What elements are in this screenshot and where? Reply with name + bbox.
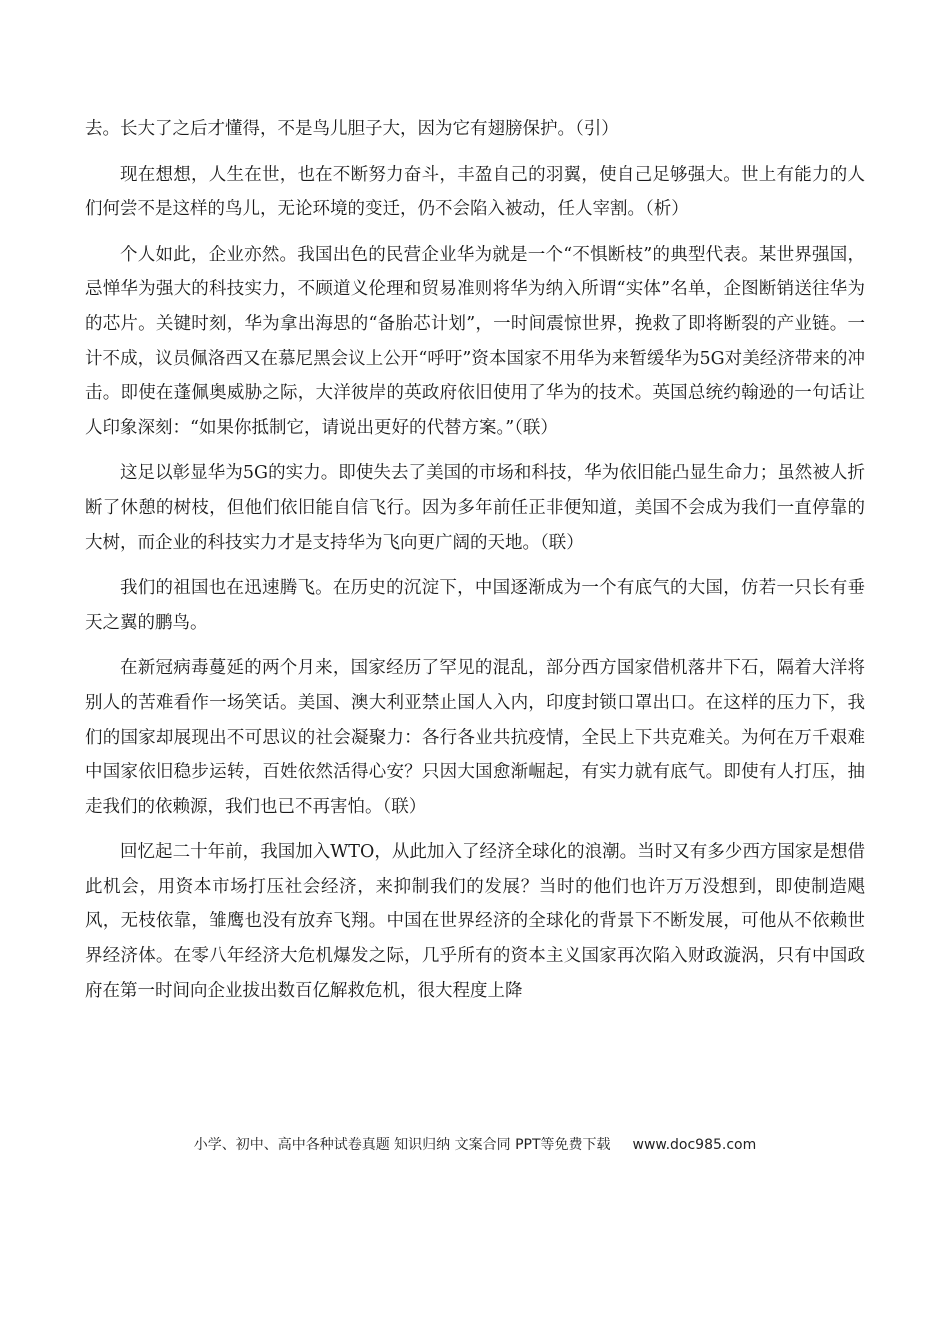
footer-url: www.doc985.com xyxy=(632,1137,757,1153)
footer-text: 小学、初中、高中各种试卷真题 知识归纳 文案合同 PPT等免费下载 xyxy=(193,1137,611,1153)
paragraph-6: 在新冠病毒蔓延的两个月来，国家经历了罕见的混乱，部分西方国家借机落井下石，隔着大洋将别人的苦难看作一场笑话。美国、澳大利亚禁止国人入内，印度封锁口罩出口。在这样的压力下，我们的国家却展现出不可思议的社会凝聚力：各行各业共抗疫情，全民上下共克难关。为何在万千艰难中国家依旧稳步运转，百姓依然活得心安？只因大国愈渐崛起，有实力就有底气。即使有人打压，抽走我们的依赖源，我们也已不再害怕。（联） xyxy=(85,658,865,817)
paragraph-5: 我们的祖国也在迅速腾飞。在历史的沉淀下，中国逐渐成为一个有底气的大国，仿若一只长有垂天之翼的鹏鸟。 xyxy=(85,578,865,633)
paragraph-2: 现在想想，人生在世，也在不断努力奋斗，丰盈自己的羽翼，使自己足够强大。世上有能力的人们何尝不是这样的鸟儿，无论环境的变迁，仍不会陷入被动，任人宰割。（析） xyxy=(85,164,865,220)
document-body xyxy=(85,112,865,1019)
page-footer xyxy=(0,1134,950,1154)
paragraph-7: 回忆起二十年前，我国加入WTO，从此加入了经济全球化的浪潮。当时又有多少西方国家是想借此机会，用资本市场打压社会经济，来抑制我们的发展？当时的他们也许万万没想到，即使制造飓风，无枝依靠，雏鹰也没有放弃飞翔。中国在世界经济的全球化的背景下不断发展，可他从不依赖世界经济体。在零八年经济大危机爆发之际，几乎所有的资本主义国家再次陷入财政漩涡，只有中国政府在第一时间向企业拔出数百亿解救危机，很大程度上降 xyxy=(85,842,865,1001)
paragraph-4: 这足以彰显华为5G的实力。即使失去了美国的市场和科技，华为依旧能凸显生命力；虽然被人折断了休憩的树枝，但他们依旧能自信飞行。因为多年前任正非便知道，美国不会成为我们一直停靠的大树，而企业的科技实力才是支持华为飞向更广阔的天地。（联） xyxy=(85,463,865,553)
paragraph-1: 去。长大了之后才懂得，不是鸟儿胆子大，因为它有翅膀保护。（引） xyxy=(85,119,619,139)
paragraph-3: 个人如此，企业亦然。我国出色的民营企业华为就是一个“不惧断枝”的典型代表。某世界强国，忌惮华为强大的科技实力，不顾道义伦理和贸易准则将华为纳入所谓“实体”名单，企图断销送往华为的芯片。关键时刻，华为拿出海思的“备胎芯计划”，一时间震惊世界，挽救了即将断裂的产业链。一计不成，议员佩洛西又在慕尼黑会议上公开“呼吁”资本国家不用华为来暂缓华为5G对美经济带来的冲击。即使在蓬佩奥威胁之际，大洋彼岸的英政府依旧使用了华为的技术。英国总统约翰逊的一句话让人印象深刻：“如果你抵制它，请说出更好的代替方案。”（联） xyxy=(85,244,865,438)
